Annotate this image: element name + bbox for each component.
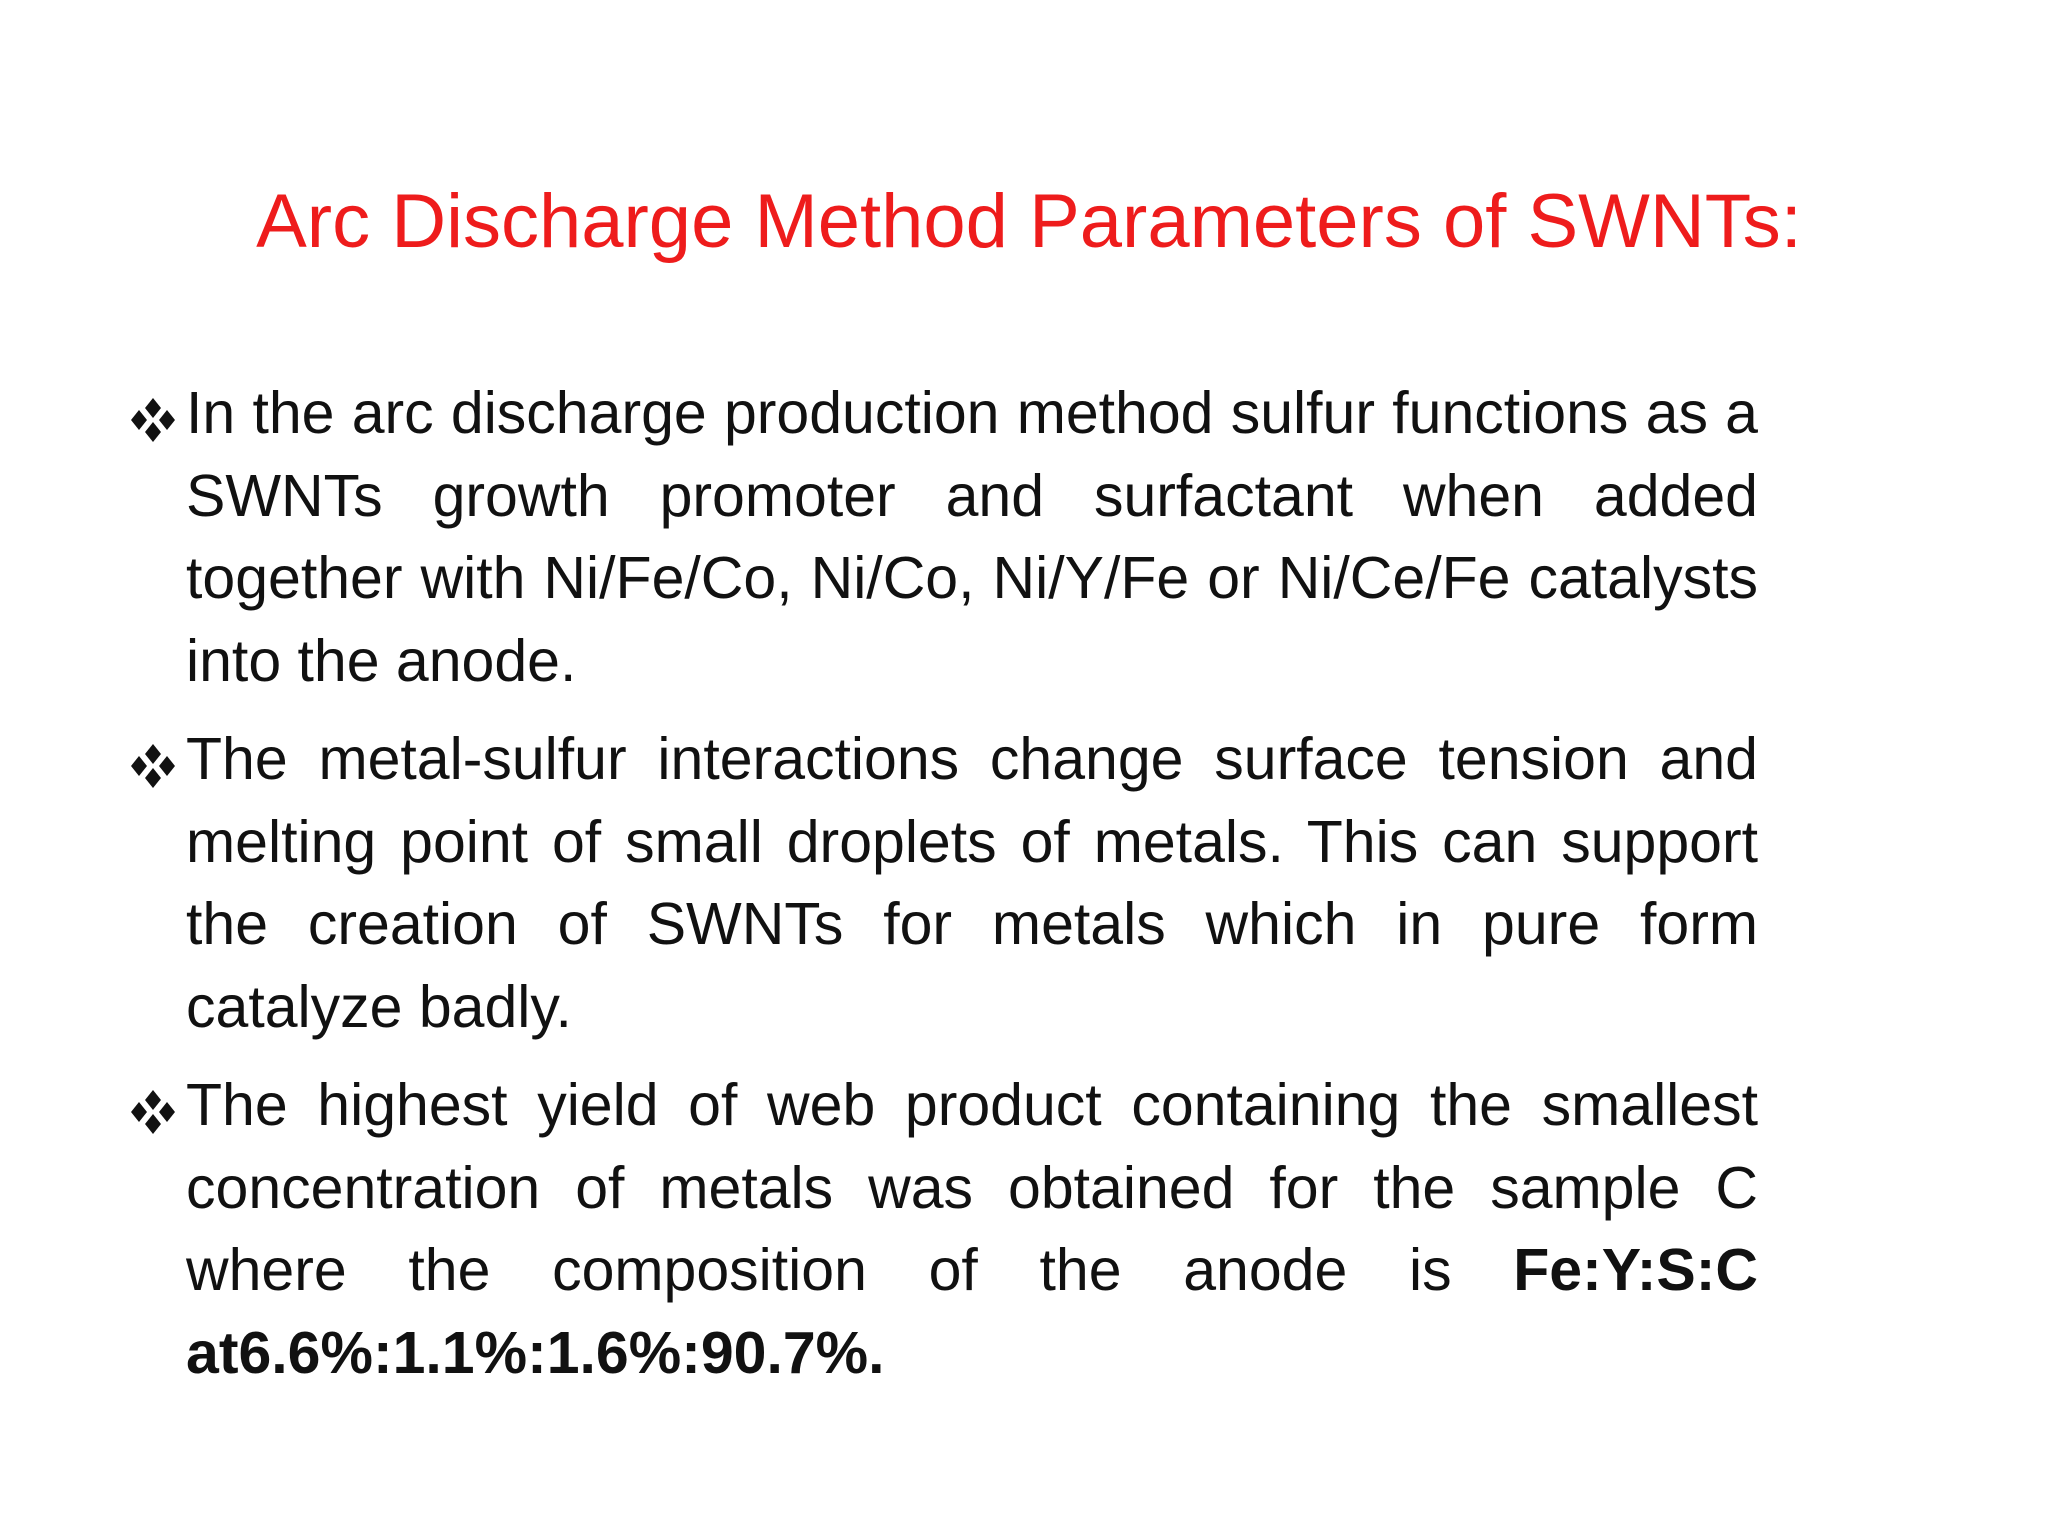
bullet-text-regular: The highest yield of web product containing the smallest concentration of metals was obtained for the sample C where the composition of the anode is — [186, 1072, 1758, 1303]
bullet-text: In the arc discharge production method sulfur functions as a SWNTs growth promoter and surfactant when added together with Ni/Fe/Co, Ni/Co, Ni/Y/Fe or Ni/Ce/Fe catalysts into the anode. — [186, 380, 1758, 694]
bullet-text: The metal-sulfur interactions change surface tension and melting point of small droplets of metals. This can support the creation of SWNTs for metals which in pure form catalyze badly. — [186, 726, 1758, 1040]
bullet-text — [186, 1064, 1758, 1394]
four-diamond-bullet-icon — [126, 396, 180, 444]
slide-title: Arc Discharge Method Parameters of SWNTs: — [256, 179, 1802, 264]
bullet-item — [186, 372, 1758, 702]
four-diamond-bullet-icon — [126, 1088, 180, 1136]
four-diamond-bullet-icon — [126, 742, 180, 790]
anode-composition: Fe:Y:S:C at6.6%:1.1%:1.6%:90.7%. — [186, 1237, 1758, 1386]
bullet-item — [186, 718, 1758, 1048]
bullet-item — [186, 1064, 1758, 1394]
bullet-list — [186, 372, 1758, 1410]
